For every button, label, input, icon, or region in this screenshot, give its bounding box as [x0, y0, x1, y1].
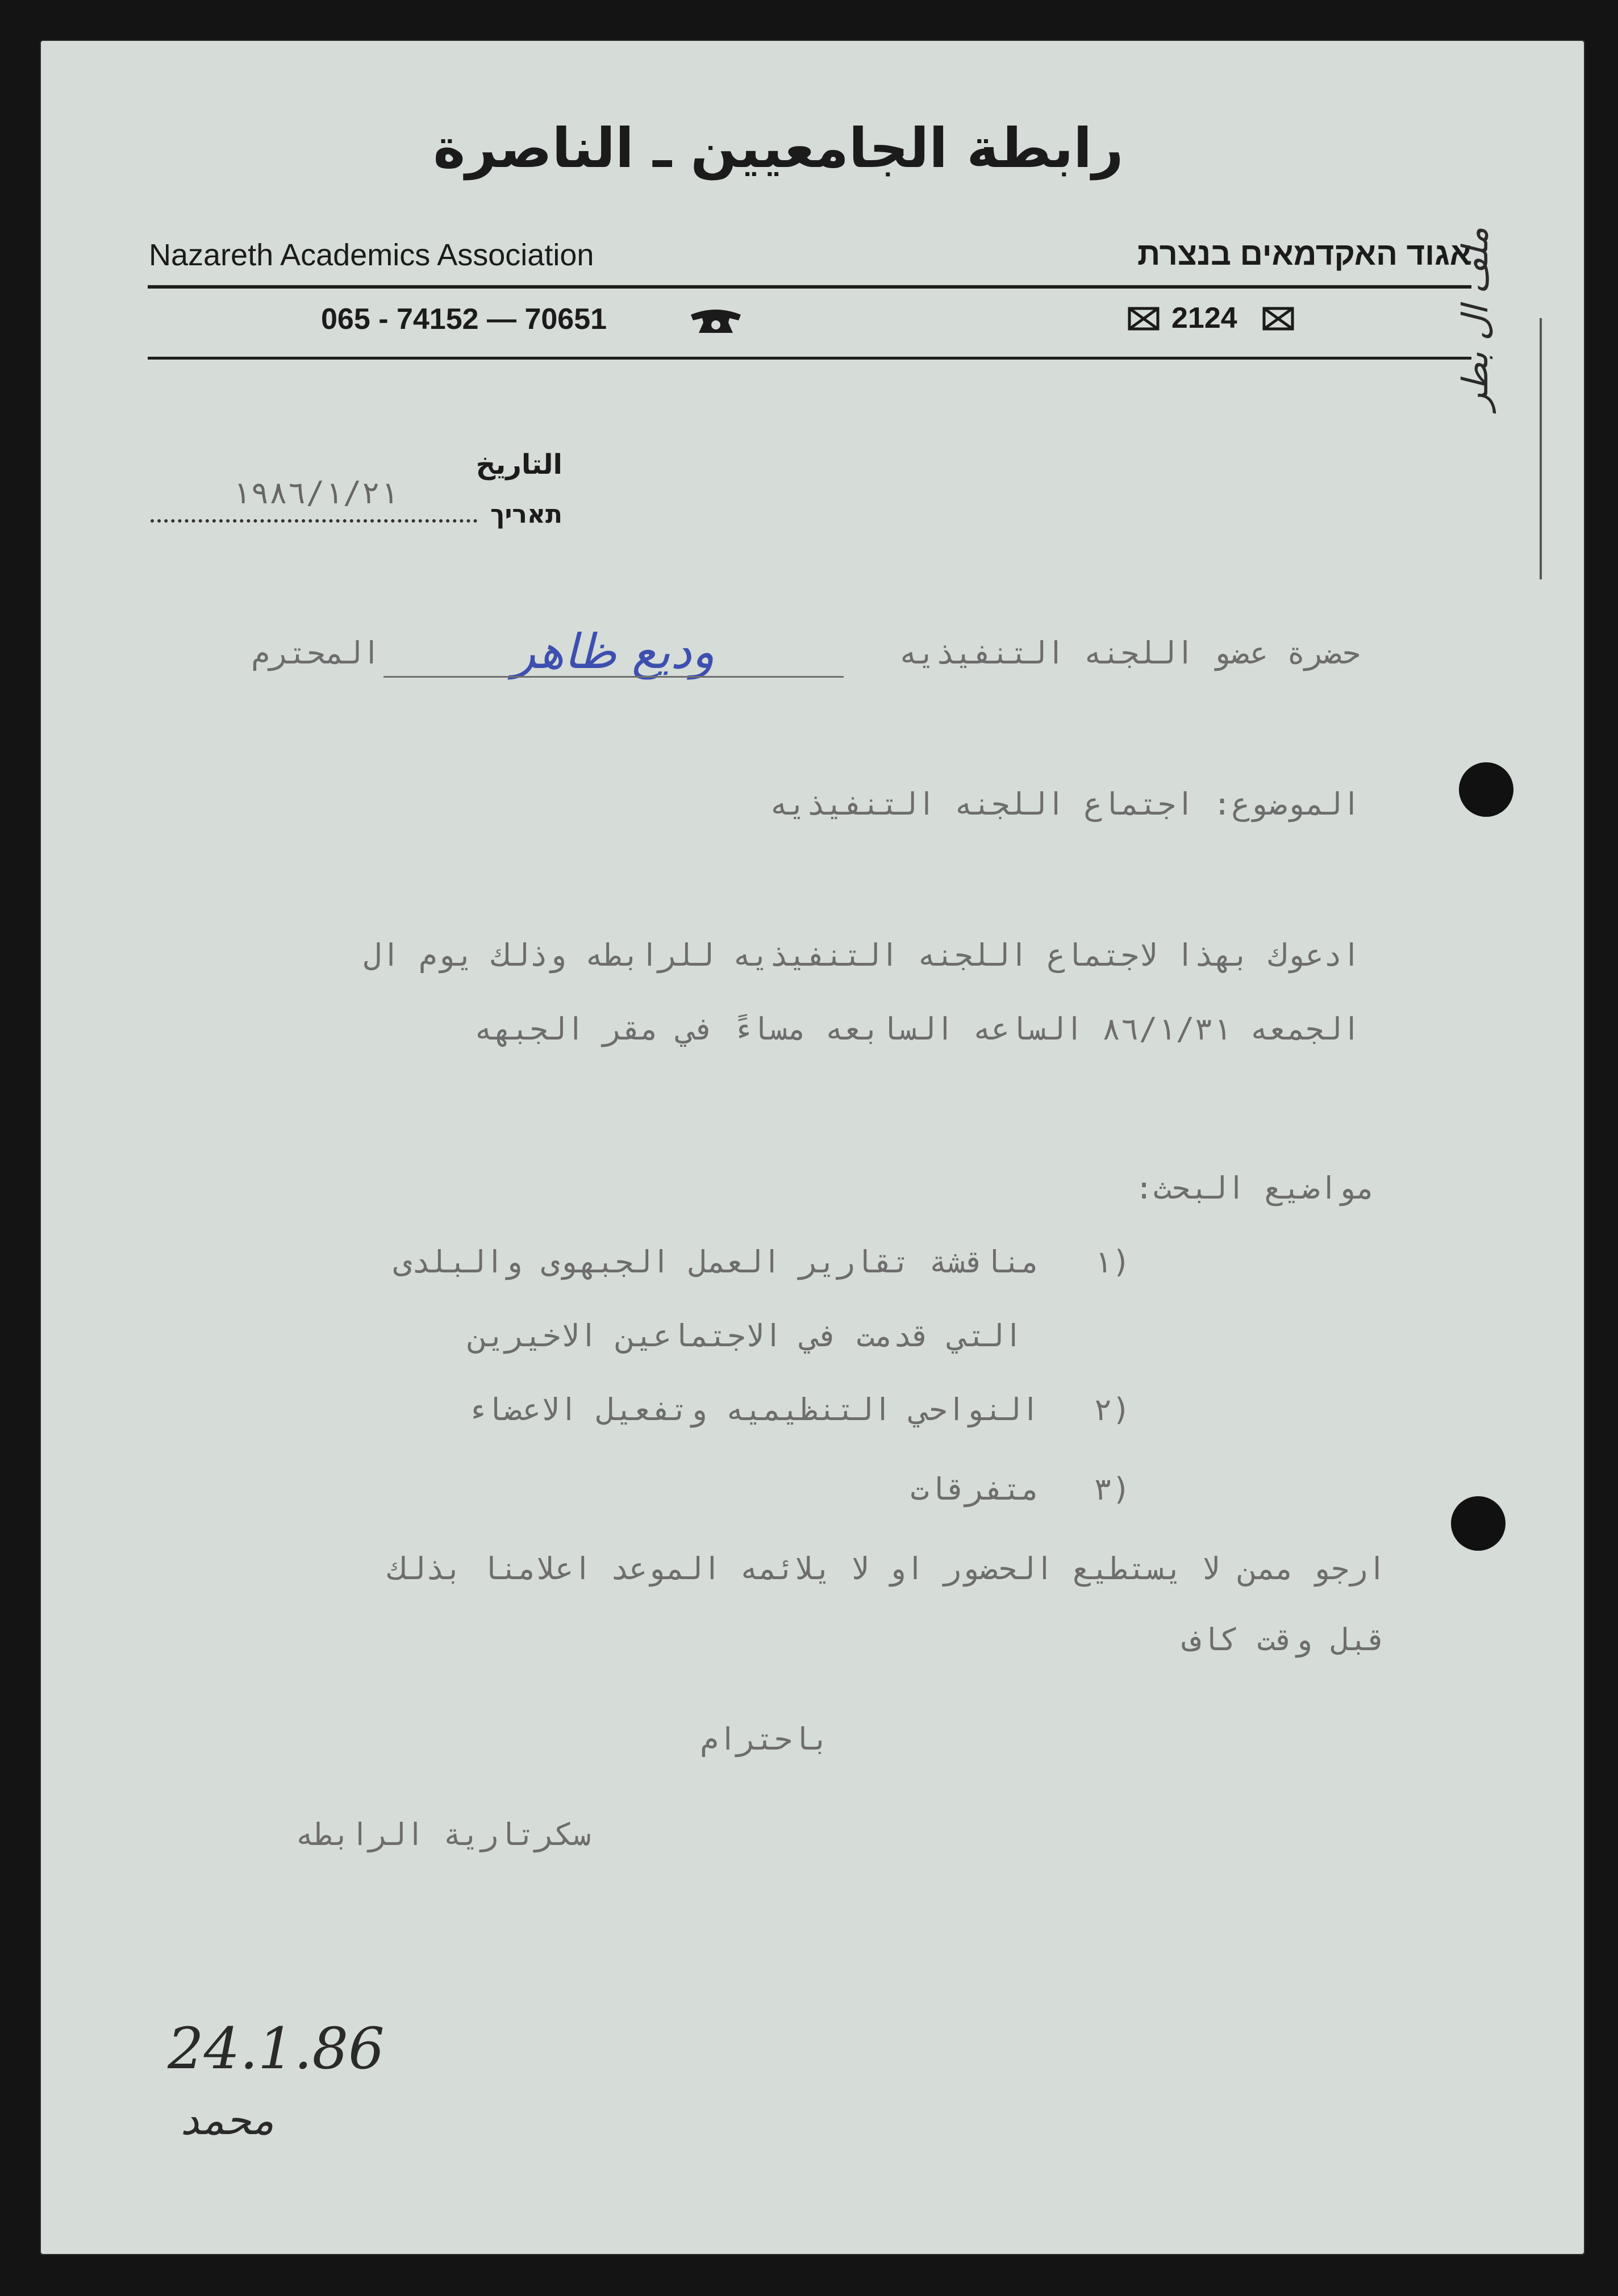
letterhead-rule-top	[148, 285, 1471, 289]
letter-date: ١٩٨٦/١/٢١	[232, 475, 399, 511]
letterhead-arabic-name: رابطة الجامعيين ـ الناصرة	[433, 116, 1124, 180]
body-line-1: ادعوك بهذا لاجتماع اللجنه التنفيذيه للرابطه وذلك يوم ال	[363, 937, 1361, 973]
addressee-name: وديع ظاهر	[512, 624, 715, 679]
letterhead-hebrew-name: אגוד האקדמאים בנצרת	[1137, 236, 1471, 272]
letterhead-rule-bottom	[148, 357, 1471, 360]
envelope-icon	[1262, 307, 1294, 331]
date-label-arabic: التاريخ	[476, 449, 562, 481]
letter-subject: الموضوع: اجتماع اللجنه التنفيذيه	[769, 786, 1361, 822]
phone-number: 065 - 74152 — 70651	[321, 303, 607, 336]
po-box-number: 2124	[1171, 302, 1237, 335]
punch-hole	[1459, 762, 1513, 817]
topic-number: ٣)	[1093, 1471, 1131, 1507]
letterhead-english-name: Nazareth Academics Association	[149, 238, 594, 272]
addressee-suffix: المحترم	[251, 635, 381, 671]
topic-text: التي قدمت في الاجتماعين الاخيرين	[468, 1318, 1023, 1354]
handwritten-initials: محمد	[180, 2096, 274, 2144]
letter-paper	[40, 40, 1585, 2255]
punch-hole	[1451, 1496, 1506, 1551]
topic-text: متفرقات	[910, 1471, 1040, 1507]
signature-block: سكرتارية الرابطه	[295, 1817, 591, 1852]
handwritten-date: 24.1.86	[168, 2015, 385, 2082]
closing: باحترام	[700, 1721, 829, 1757]
request-line-1: ارجو ممن لا يستطيع الحضور او لا يلائمه الموعد اعلامنا بذلك	[389, 1551, 1386, 1587]
envelope-icon	[1128, 307, 1160, 331]
margin-line	[1540, 318, 1542, 579]
telephone-icon	[687, 304, 744, 336]
topic-number: ٢)	[1093, 1392, 1131, 1427]
date-dotted-line	[151, 519, 477, 523]
body-line-2: الجمعه ٨٦/١/٣١ الساعه السابعه مساءً في مقر الجبهه	[474, 1011, 1361, 1047]
addressee-prefix: حضرة عضو اللجنه التنفيذيه	[899, 635, 1361, 671]
date-label-hebrew: תאריך	[490, 500, 562, 529]
topics-heading: مواضيع البحث:	[1135, 1170, 1375, 1206]
topic-number: ١)	[1093, 1244, 1131, 1280]
topic-text: مناقشة تقارير العمل الجبهوى والبلدى	[393, 1244, 1040, 1280]
topic-text: النواحي التنظيميه وتفعيل الاعضاء	[467, 1392, 1040, 1427]
request-line-2: قبل وقت كاف	[1183, 1622, 1386, 1658]
addressee-name-underline	[383, 676, 844, 678]
margin-note: ملف ال بطر	[1454, 227, 1496, 410]
